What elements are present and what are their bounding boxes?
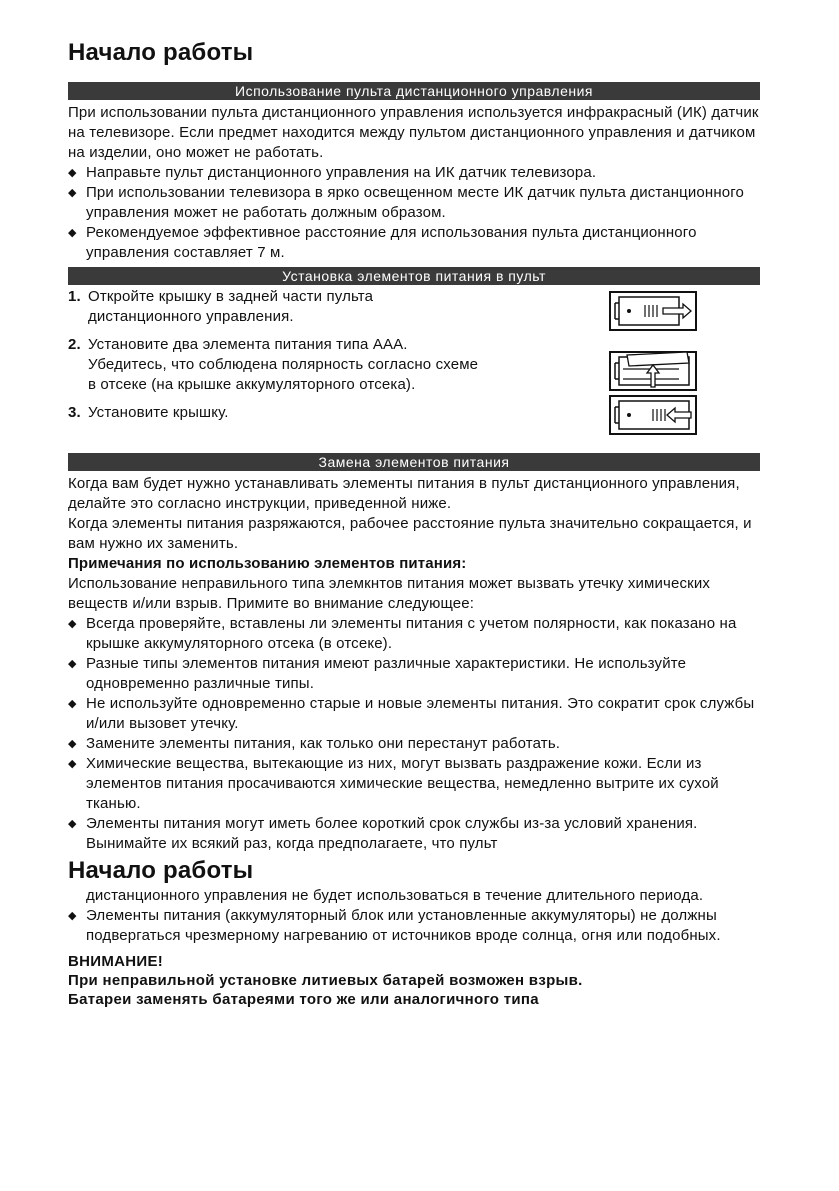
section-heading-replace: Замена элементов питания (68, 453, 760, 471)
notes-title: Примечания по использованию элементов питания: (68, 555, 467, 572)
remote-intro: При использовании пульта дистанционного управления используется инфракрасный (ИК) датчик на телевизоре. Если предмет находится между пультом дистанционного управления и датчиком на изделии, оно может не работать. (68, 104, 759, 161)
list-item: ◆ Всегда проверяйте, вставлены ли элементы питания с учетом полярности, как показано на крышке аккумуляторного отсека (в отсеке). (68, 614, 760, 654)
notes-bullets (68, 614, 760, 854)
replace-p2: Когда элементы питания разряжаются, рабочее расстояние пульта значительно сокращается, и вам нужно их заменить. (68, 515, 752, 552)
step-1: 1. Откройте крышку в задней части пульта дистанционного управления. (68, 288, 374, 325)
battery-cover-close-icon (609, 395, 697, 435)
list-item: ◆ Разные типы элементов питания имеют различные характеристики. Не используйте одновременно различные типы. (68, 654, 760, 694)
battery-insert-icon (609, 351, 697, 391)
install-steps (68, 285, 760, 453)
replace-p1: Когда вам будет нужно устанавливать элементы питания в пульт дистанционного управления, делайте это согласно инструкции, приведенной ниже. (68, 475, 740, 512)
list-item: ◆ Элементы питания могут иметь более короткий срок службы из-за условий хранения. Вынимайте их всякий раз, когда предполагаете, что пульт (68, 814, 760, 854)
continued-title: Начало работы (68, 857, 254, 884)
section-heading-remote: Использование пульта дистанционного управления (68, 82, 760, 100)
list-item: ◆ При использовании телевизора в ярко освещенном месте ИК датчик пульта дистанционного управления может не работать должным образом. (68, 183, 760, 223)
page (68, 38, 760, 1009)
step-3: 3. Установите крышку. (68, 404, 229, 421)
list-item: ◆ Рекомендуемое эффективное расстояние для использования пульта дистанционного управления составляет 7 м. (68, 223, 760, 263)
warning-line-1: При неправильной установке литиевых батарей возможен взрыв. (68, 972, 583, 989)
warning-title: ВНИМАНИЕ! (68, 953, 164, 970)
notes-intro: Использование неправильного типа элемкнтов питания может вызвать утечку химических веществ и/или взрыв. Примите во внимание следующее: (68, 575, 711, 612)
section-heading-install: Установка элементов питания в пульт (68, 267, 760, 285)
list-item: ◆ Замените элементы питания, как только они перестанут работать. (68, 734, 760, 754)
step-2: 2. Установите два элемента питания типа AAA. Убедитесь, что соблюдена полярность согласно схеме в отсеке (на крышке аккумуляторного отсека). (68, 336, 479, 393)
notes-bullets-continued (68, 906, 760, 946)
list-item: ◆ Химические вещества, вытекающие из них, могут вызвать раздражение кожи. Если из элементов питания просачиваются химические вещества, немедленно вытрите их сухой тканью. (68, 754, 760, 814)
page-title: Начало работы (68, 39, 254, 66)
warning-line-2: Батареи заменять батареями того же или аналогичного типа (68, 991, 539, 1008)
remote-bullets (68, 163, 760, 263)
battery-cover-open-icon (609, 291, 697, 331)
list-item: ◆ Элементы питания (аккумуляторный блок или установленные аккумуляторы) не должны подвергаться чрезмерному нагреванию от источников вроде солнца, огня или подобных. (68, 906, 760, 946)
list-item: ◆ Не используйте одновременно старые и новые элементы питания. Это сократит срок службы и/или вызовет утечку. (68, 694, 760, 734)
continued-text: дистанционного управления не будет использоваться в течение длительного периода. (86, 887, 704, 904)
warning-block (68, 952, 760, 1009)
list-item: ◆ Направьте пульт дистанционного управления на ИК датчик телевизора. (68, 163, 760, 183)
